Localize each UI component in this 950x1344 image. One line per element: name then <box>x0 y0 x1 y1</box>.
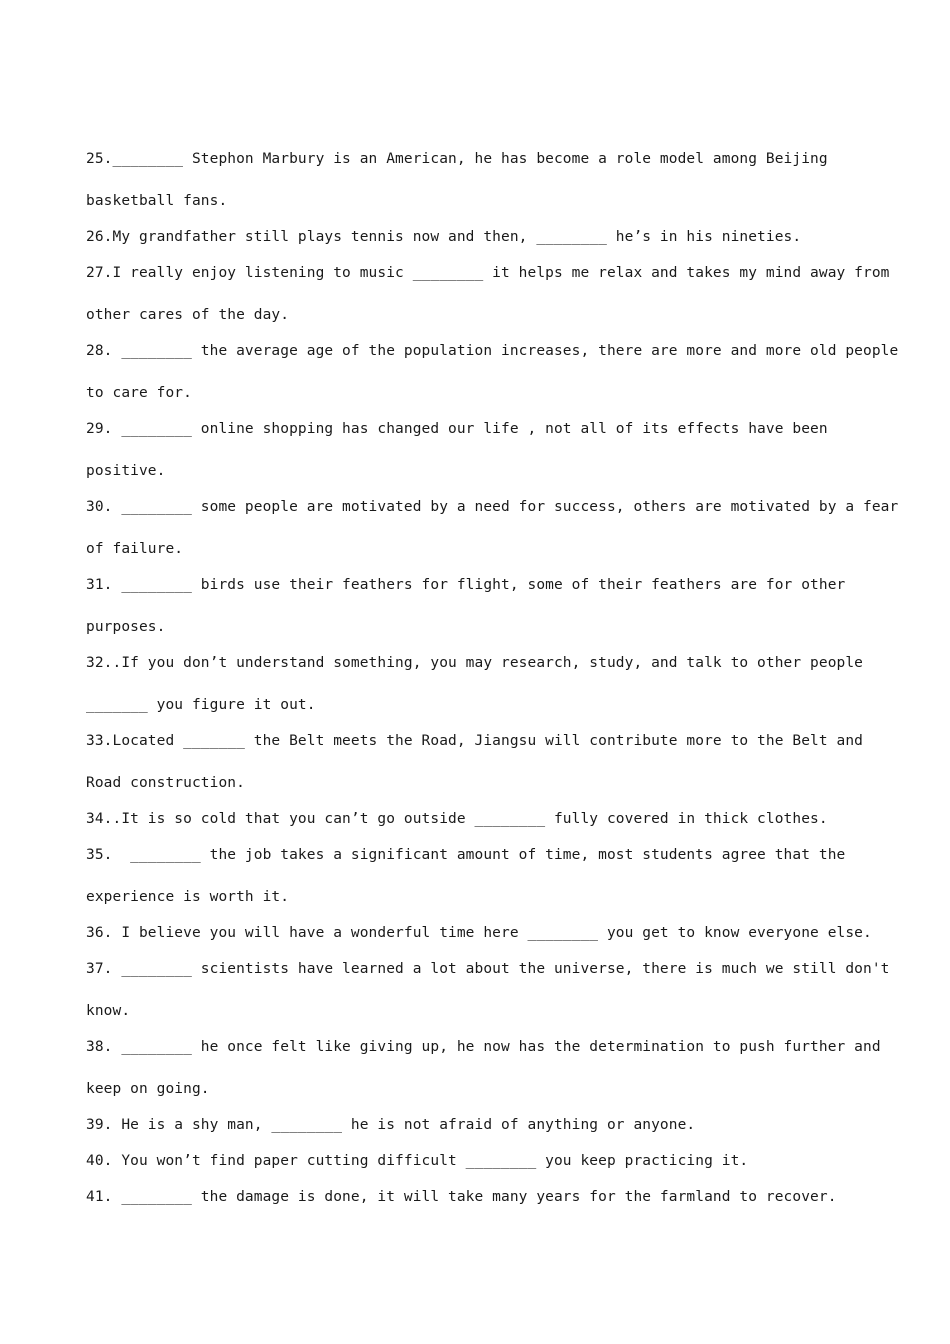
question-34 <box>86 810 876 828</box>
question-text-continued: purposes. <box>86 619 166 635</box>
question-text: 40. You won’t find paper cutting difficult ________ you keep practicing it. <box>86 1153 749 1169</box>
question-30 <box>86 498 899 558</box>
question-text-continued: other cares of the day. <box>86 307 290 323</box>
question-36 <box>86 924 876 942</box>
question-32 <box>86 654 876 714</box>
question-text-continued: experience is worth it. <box>86 889 290 905</box>
question-text-continued: of failure. <box>86 541 184 557</box>
question-text: 33.Located _______ the Belt meets the Road, Jiangsu will contribute more to the Belt and <box>86 733 864 749</box>
question-text: 35. ________ the job takes a significant amount of time, most students agree that the <box>86 847 846 863</box>
question-text-continued: Road construction. <box>86 775 245 791</box>
question-39 <box>86 1116 876 1134</box>
question-text-continued: positive. <box>86 463 166 479</box>
question-26 <box>86 228 876 246</box>
question-29 <box>86 420 876 480</box>
question-text: 25.________ Stephon Marbury is an American, he has become a role model among Beijing <box>86 151 828 167</box>
question-text-continued: basketball fans. <box>86 193 228 209</box>
question-38 <box>86 1038 881 1098</box>
question-27 <box>86 264 890 324</box>
question-35 <box>86 846 876 906</box>
question-25 <box>86 150 876 210</box>
question-text-continued: to care for. <box>86 385 192 401</box>
question-text: 41. ________ the damage is done, it will take many years for the farmland to recover. <box>86 1189 837 1205</box>
question-41 <box>86 1188 876 1206</box>
worksheet-page <box>86 150 899 1206</box>
question-31 <box>86 576 876 636</box>
question-text: 30. ________ some people are motivated by a need for success, others are motivated by a fear <box>86 499 899 515</box>
question-text: 26.My grandfather still plays tennis now and then, ________ he’s in his nineties. <box>86 229 802 245</box>
question-40 <box>86 1152 876 1170</box>
question-text: 27.I really enjoy listening to music ________ it helps me relax and takes my mind away from <box>86 265 890 281</box>
question-text: 38. ________ he once felt like giving up, he now has the determination to push further and <box>86 1039 881 1055</box>
question-text: 31. ________ birds use their feathers for flight, some of their feathers are for other <box>86 577 846 593</box>
question-text: 32..If you don’t understand something, you may research, study, and talk to other people <box>86 655 864 671</box>
question-text-continued: _______ you figure it out. <box>86 697 316 713</box>
question-text: 37. ________ scientists have learned a lot about the universe, there is much we still don't <box>86 961 890 977</box>
question-text-continued: know. <box>86 1003 131 1019</box>
question-28 <box>86 342 899 402</box>
question-text: 29. ________ online shopping has changed our life , not all of its effects have been <box>86 421 828 437</box>
question-text: 39. He is a shy man, ________ he is not afraid of anything or anyone. <box>86 1117 696 1133</box>
question-37 <box>86 960 890 1020</box>
question-text-continued: keep on going. <box>86 1081 210 1097</box>
question-text: 36. I believe you will have a wonderful time here ________ you get to know everyone else. <box>86 925 872 941</box>
question-33 <box>86 732 876 792</box>
question-text: 28. ________ the average age of the population increases, there are more and more old people <box>86 343 899 359</box>
question-text: 34..It is so cold that you can’t go outside ________ fully covered in thick clothes. <box>86 811 828 827</box>
